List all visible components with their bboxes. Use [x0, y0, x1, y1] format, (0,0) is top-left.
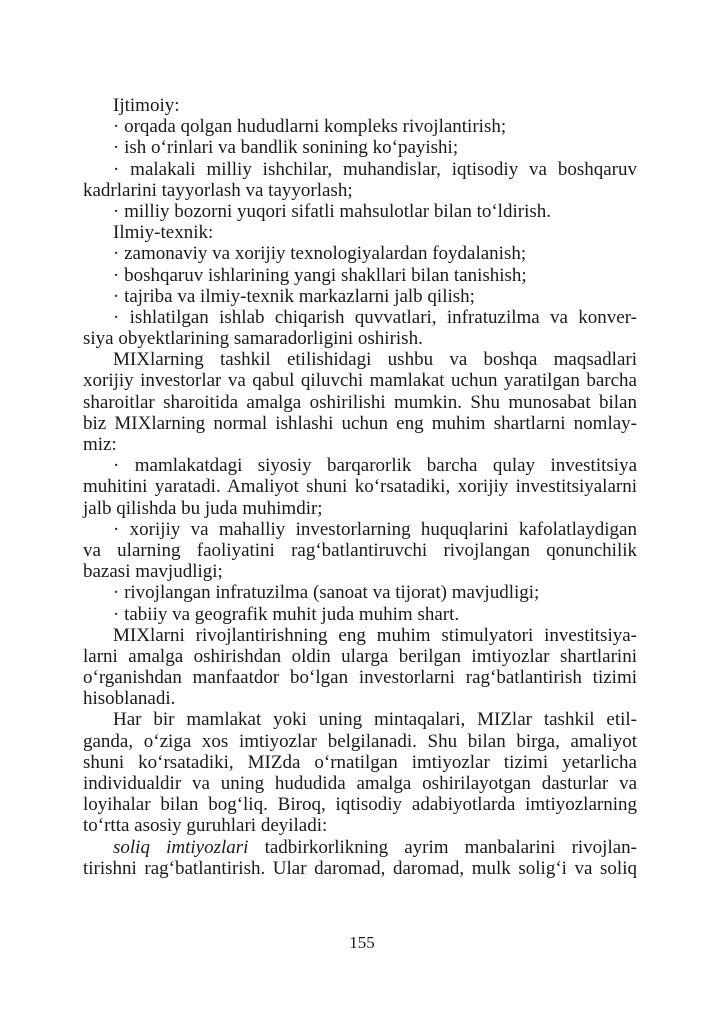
line-text: shuni ko‘rsatadiki, MIZda o‘rnatilgan imtiyozlar tizimi yetarlicha — [83, 751, 637, 773]
text-line — [83, 434, 637, 455]
line-text: · rivojlangan infratuzilma (sanoat va tijorat) mavjudligi; — [113, 582, 540, 604]
line-text: o‘rganishdan manfaatdor bo‘lgan investorlarni rag‘batlantirish tizimi — [83, 667, 637, 689]
text-line — [83, 307, 637, 328]
text-line — [83, 688, 637, 709]
line-text: · ish o‘rinlari va bandlik sonining ko‘payishi; — [113, 137, 459, 159]
line-text: sharoitlar sharoitida amalga oshirilishi mumkin. Shu munosabat bilan — [83, 391, 637, 413]
text-line — [83, 349, 637, 370]
line-text: Har bir mamlakat yoki uning mintaqalari, MIZlar tashkil etil- — [113, 709, 637, 731]
text-line — [83, 582, 637, 603]
text-line — [83, 794, 637, 815]
line-text: · tajriba va ilmiy-texnik markazlarni jalb qilish; — [113, 285, 475, 307]
text-line — [83, 137, 637, 158]
text-line — [83, 159, 637, 180]
line-text: · boshqaruv ishlarining yangi shakllari bilan tanishish; — [113, 264, 527, 286]
body-text — [83, 95, 637, 879]
text-line — [83, 540, 637, 561]
text-line — [83, 95, 637, 116]
italic-term: soliq imtiyozlari — [113, 836, 249, 858]
line-text: muhitini yaratadi. Amaliyot shuni ko‘rsatadiki, xorijiy investitsiyalarni — [83, 476, 637, 498]
line-text: tadbirkorlikning ayrim manbalarini rivojlan- — [248, 836, 637, 858]
text-line — [83, 858, 637, 879]
text-line — [83, 201, 637, 222]
text-line — [83, 519, 637, 540]
text-line — [83, 625, 637, 646]
line-text: · orqada qolgan hududlarni kompleks rivojlantirish; — [113, 116, 507, 138]
text-line — [83, 265, 637, 286]
line-text: jalb qilishda bu juda muhimdir; — [83, 497, 323, 519]
line-text: · milliy bozorni yuqori sifatli mahsulotlar bilan to‘ldirish. — [113, 200, 551, 222]
line-text: loyihalar bilan bog‘liq. Biroq, iqtisodiy adabiyotlarda imtiyozlarning — [83, 794, 637, 816]
text-line — [83, 116, 637, 137]
text-line — [83, 328, 637, 349]
text-line — [83, 476, 637, 497]
text-line — [83, 561, 637, 582]
text-line — [83, 752, 637, 773]
line-text: to‘rtta asosiy guruhlari deyiladi: — [83, 815, 328, 837]
text-line — [83, 286, 637, 307]
page-number: 155 — [349, 933, 375, 952]
line-text: MIXlarni rivojlantirishning eng muhim stimulyatori investitsiya- — [113, 624, 637, 646]
text-line — [83, 731, 637, 752]
line-text: bazasi mavjudligi; — [83, 561, 223, 583]
text-line — [83, 604, 637, 625]
text-line — [83, 646, 637, 667]
text-line — [83, 222, 637, 243]
text-line — [83, 243, 637, 264]
text-line — [83, 773, 637, 794]
line-text: xorijiy investorlar va qabul qiluvchi mamlakat uchun yaratilgan barcha — [83, 370, 637, 392]
line-text: · mamlakatdagi siyosiy barqarorlik barcha qulay investitsiya — [113, 455, 637, 477]
line-text: miz: — [83, 434, 117, 455]
line-text: Ilmiy-texnik: — [113, 222, 214, 244]
line-text: · ishlatilgan ishlab chiqarish quvvatlari, infratuzilma va konver- — [113, 306, 637, 328]
line-text: ganda, o‘ziga xos imtiyozlar belgilanadi. Shu bilan birga, amaliyot — [83, 730, 637, 752]
line-text: larni amalga oshirishdan oldin ularga berilgan imtiyozlar shartlarini — [83, 645, 637, 667]
line-text: · tabiiy va geografik muhit juda muhim shart. — [113, 603, 460, 625]
text-line — [83, 815, 637, 836]
line-text: MIXlarning tashkil etilishidagi ushbu va boshqa maqsadlari — [113, 349, 637, 371]
text-line — [83, 180, 637, 201]
line-text: va ularning faoliyatini rag‘batlantiruvchi rivojlangan qonunchilik — [83, 539, 637, 561]
text-line — [83, 667, 637, 688]
text-line — [83, 455, 637, 476]
text-line — [83, 370, 637, 391]
line-text: · malakali milliy ishchilar, muhandislar, iqtisodiy va boshqaruv — [113, 158, 637, 180]
line-text: · xorijiy va mahalliy investorlarning huquqlarini kafolatlaydigan — [113, 518, 637, 540]
text-line — [83, 413, 637, 434]
line-text: kadrlarini tayyorlash va tayyorlash; — [83, 179, 353, 201]
line-text: individualdir va uning hududida amalga oshirilayotgan dasturlar va — [83, 773, 637, 794]
text-line — [83, 498, 637, 519]
line-text: Ijtimoiy: — [113, 95, 180, 116]
line-text: hisoblanadi. — [83, 688, 176, 710]
line-text: siya obyektlarining samaradorligini oshirish. — [83, 328, 423, 350]
line-text: · zamonaviy va xorijiy texnologiyalardan foydalanish; — [113, 243, 527, 265]
text-line — [83, 392, 637, 413]
text-line — [83, 709, 637, 730]
text-line — [83, 837, 637, 858]
line-text: tirishni rag‘batlantirish. Ular daromad, daromad, mulk solig‘i va soliq — [83, 857, 637, 879]
line-text: biz MIXlarning normal ishlashi uchun eng muhim shartlarni nomlay- — [83, 412, 637, 434]
